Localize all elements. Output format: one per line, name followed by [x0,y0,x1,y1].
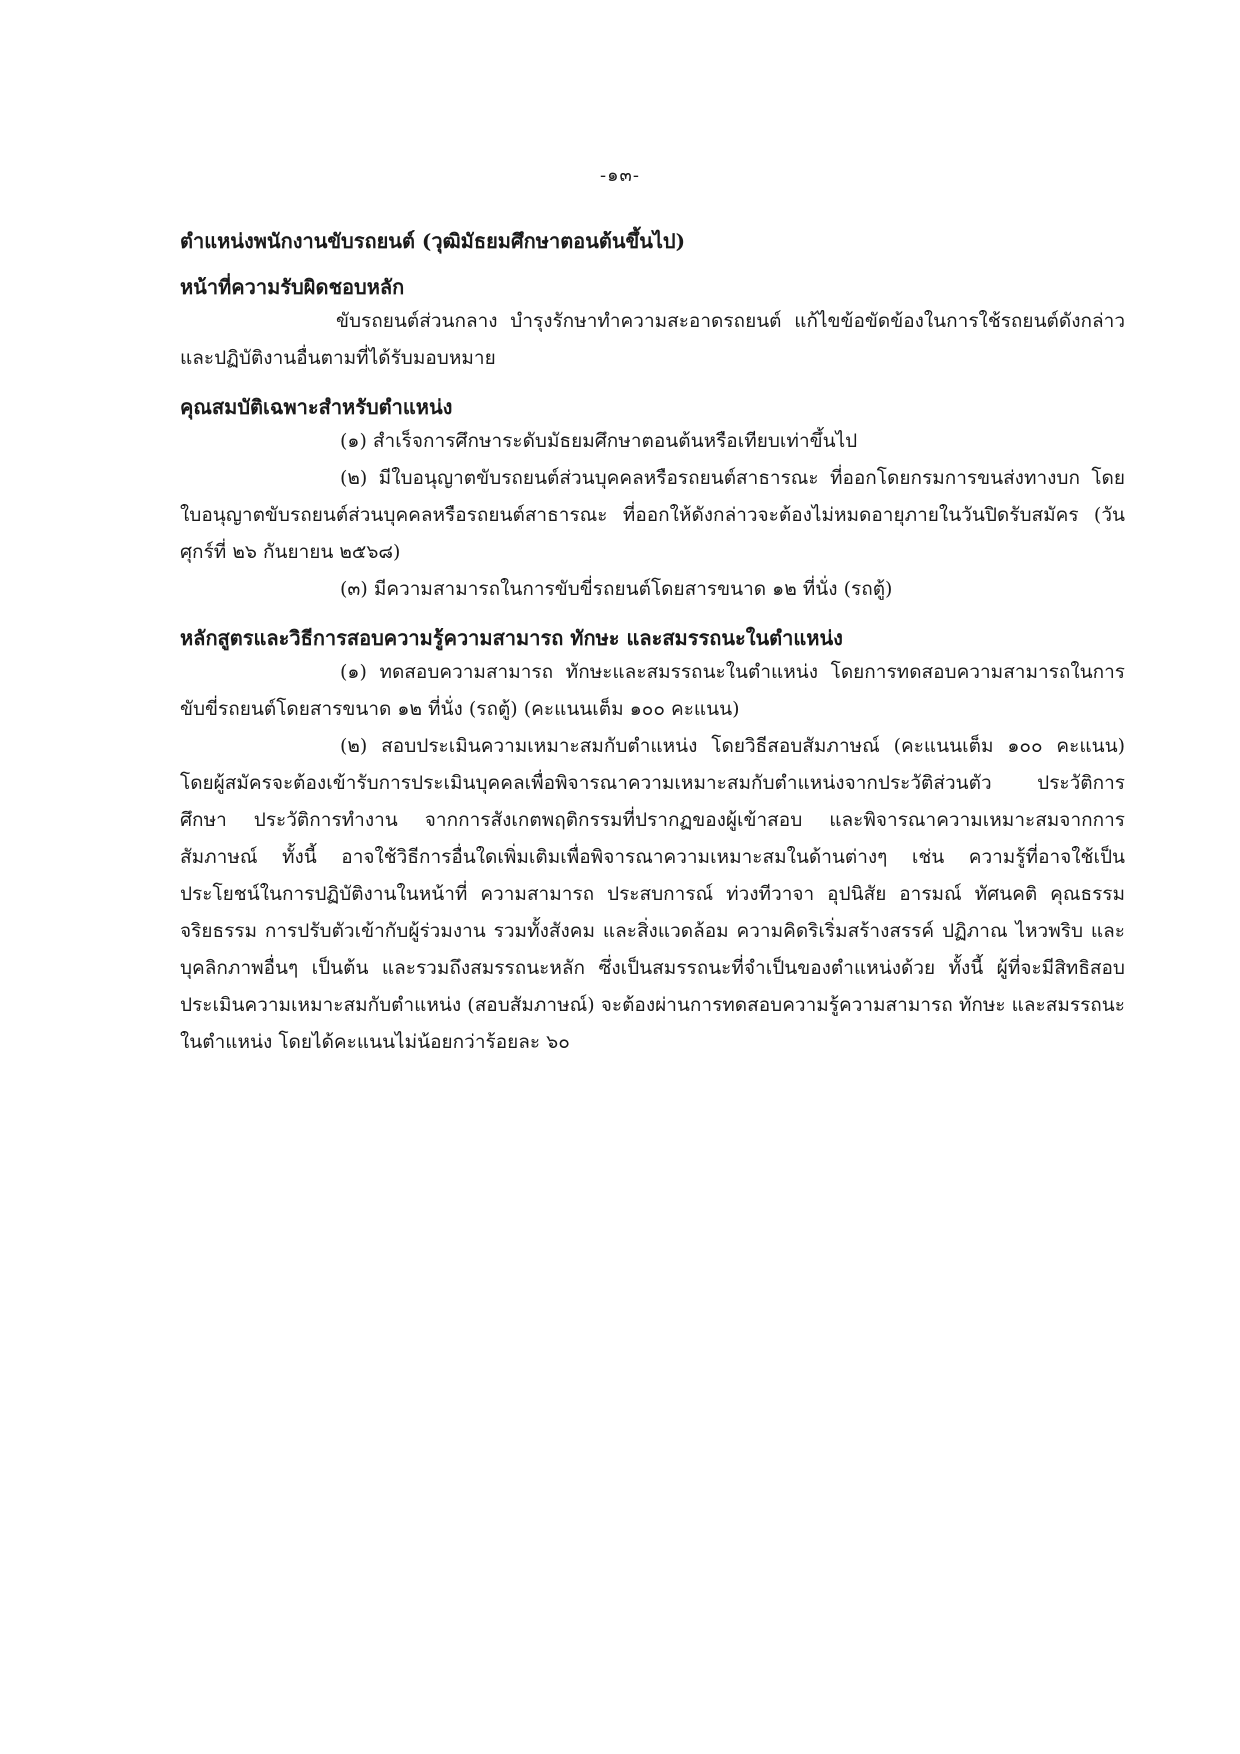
duties-section [180,271,1125,377]
duties-text: ขับรถยนต์ส่วนกลาง บำรุงรักษาทำความสะอาดรถยนต์ แก้ไขข้อขัดข้องในการใช้รถยนต์ดังกล่าว และปฏิบัติงานอื่นตามที่ได้รับมอบหมาย [180,310,1125,369]
duties-heading: หน้าที่ความรับผิดชอบหลัก [180,275,405,299]
qualification-item: (๑) สำเร็จการศึกษาระดับมัธยมศึกษาตอนต้นหรือเทียบเท่าขึ้นไป [340,430,858,452]
exam-heading: หลักสูตรและวิธีการสอบความรู้ความสามารถ ทักษะ และสมรรถนะในตำแหน่ง [180,626,843,650]
exam-item: (๑) ทดสอบความสามารถ ทักษะและสมรรถนะในตำแหน่ง โดยการทดสอบความสามารถในการขับขี่รถยนต์โดยสารขนาด ๑๒ ที่นั่ง (รถตู้) (คะแนนเต็ม ๑๐๐ คะแนน) [180,661,1125,720]
page-number: -๑๓- [600,165,640,186]
qualifications-heading: คุณสมบัติเฉพาะสำหรับตำแหน่ง [180,395,453,419]
exam-item: (๒) สอบประเมินความเหมาะสมกับตำแหน่ง โดยวิธีสอบสัมภาษณ์ (คะแนนเต็ม ๑๐๐ คะแนน) โดยผู้สมัครจะต้องเข้ารับการประเมินบุคคลเพื่อพิจารณาความเหมาะสมกับตำแหน่งจากประวัติส่วนตัว ประวัติการศึกษา ประวัติการทำงาน จากการสังเกตพฤติกรรมที่ปรากฏของผู้เข้าสอบ และพิจารณาความเหมาะสมจากการสัมภาษณ์ ทั้งนี้ อาจใช้วิธีการอื่นใดเพิ่มเติมเพื่อพิจารณาความเหมาะสมในด้านต่างๆ เช่น ความรู้ที่อาจใช้เป็นประโยชน์ในการปฏิบัติงานในหน้าที่ ความสามารถ ประสบการณ์ ท่วงทีวาจา อุปนิสัย อารมณ์ ทัศนคติ คุณธรรมจริยธรรม การปรับตัวเข้ากับผู้ร่วมงาน รวมทั้งสังคม และสิ่งแวดล้อม ความคิดริเริ่มสร้างสรรค์ ปฏิภาณ ไหวพริบ และบุคลิกภาพอื่นๆ เป็นต้น และรวมถึงสมรรถนะหลัก ซึ่งเป็นสมรรถนะที่จำเป็นของตำแหน่งด้วย ทั้งนี้ ผู้ที่จะมีสิทธิสอบประเมินความเหมาะสมกับตำแหน่ง (สอบสัมภาษณ์) จะต้องผ่านการทดสอบความรู้ความสามารถ ทักษะ และสมรรถนะในตำแหน่ง โดยได้คะแนนไม่น้อยกว่าร้อยละ ๖๐ [180,735,1125,1053]
exam-section [180,622,1125,1061]
qualification-item: (๓) มีความสามารถในการขับขี่รถยนต์โดยสารขนาด ๑๒ ที่นั่ง (รถตู้) [340,578,893,600]
position-title: ตำแหน่งพนักงานขับรถยนต์ (วุฒิมัธยมศึกษาตอนต้นขึ้นไป) [180,229,686,253]
document-body [180,225,1125,1075]
qualifications-section [180,391,1125,608]
qualification-item: (๒) มีใบอนุญาตขับรถยนต์ส่วนบุคคลหรือรถยนต์สาธารณะ ที่ออกโดยกรมการขนส่งทางบก โดยใบอนุญาตขับรถยนต์ส่วนบุคคลหรือรถยนต์สาธารณะ ที่ออกให้ดังกล่าวจะต้องไม่หมดอายุภายในวันปิดรับสมัคร (วันศุกร์ที่ ๒๖ กันยายน ๒๕๖๘) [180,467,1125,563]
